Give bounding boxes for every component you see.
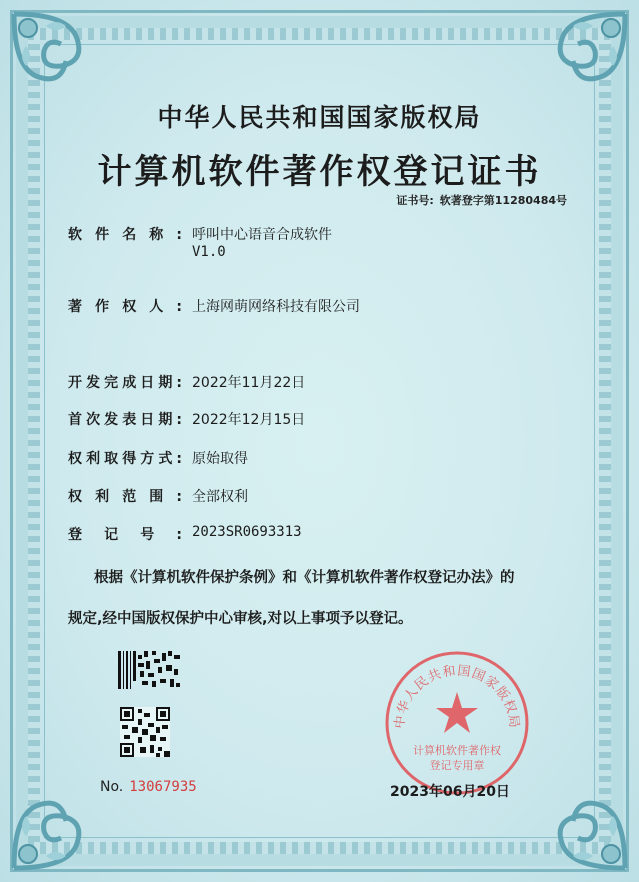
statement-line-2: 规定,经中国版权保护中心审核,对以上事项予以登记。 bbox=[68, 611, 413, 627]
qr-code-icon bbox=[120, 707, 170, 757]
issue-date: 2023年06月20日 bbox=[390, 784, 510, 800]
field-value: 全部权利 bbox=[192, 489, 248, 505]
field-value: 2022年12月15日 bbox=[192, 412, 306, 428]
field-label: 权利取得方式: bbox=[68, 451, 182, 467]
field-label: 开发完成日期: bbox=[68, 375, 182, 391]
statement-line-1: 根据《计算机软件保护条例》和《计算机软件著作权登记办法》的 bbox=[94, 570, 515, 586]
field-copyright-owner bbox=[68, 296, 360, 316]
field-completion-date bbox=[68, 372, 305, 392]
software-version-value: V1.0 bbox=[192, 244, 226, 260]
seal-line-2: 登记专用章 bbox=[429, 759, 485, 772]
field-value: 2022年11月22日 bbox=[192, 375, 306, 391]
field-acquisition-method bbox=[68, 448, 248, 468]
serial-prefix: No. bbox=[100, 779, 124, 795]
corner-ornament-icon bbox=[523, 766, 633, 876]
field-label: 登记号: bbox=[68, 527, 182, 543]
official-seal bbox=[382, 648, 532, 798]
field-label: 权利范围: bbox=[68, 489, 182, 505]
field-value: 2023SR0693313 bbox=[192, 524, 302, 540]
certificate-number-value: 软著登字第11280484号 bbox=[439, 194, 567, 207]
star-icon bbox=[436, 692, 478, 733]
field-label: 软件名称: bbox=[68, 227, 182, 243]
field-scope-of-rights bbox=[68, 486, 248, 506]
certificate-title: 计算机软件著作权登记证书 bbox=[97, 152, 542, 192]
serial-number-value: 13067935 bbox=[129, 779, 197, 795]
field-label: 著作权人: bbox=[68, 299, 182, 315]
certificate-number bbox=[390, 192, 567, 208]
field-software-name bbox=[68, 224, 332, 260]
field-label: 首次发表日期: bbox=[68, 412, 182, 428]
field-value bbox=[192, 224, 332, 260]
field-value: 原始取得 bbox=[192, 451, 248, 467]
software-name-value: 呼叫中心语音合成软件 bbox=[192, 227, 332, 243]
seal-line-1: 计算机软件著作权 bbox=[413, 744, 501, 757]
serial-number bbox=[100, 779, 197, 795]
issuing-authority: 中华人民共和国国家版权局 bbox=[157, 103, 482, 132]
field-first-publication-date bbox=[68, 409, 305, 429]
barcode-icon bbox=[118, 651, 180, 689]
certificate-number-label: 证书号: bbox=[396, 194, 434, 207]
field-registration-number bbox=[68, 524, 302, 544]
field-value: 上海网萌网络科技有限公司 bbox=[192, 299, 360, 315]
seal-arc-text: 中华人民共和国国家版权局 bbox=[392, 663, 522, 730]
